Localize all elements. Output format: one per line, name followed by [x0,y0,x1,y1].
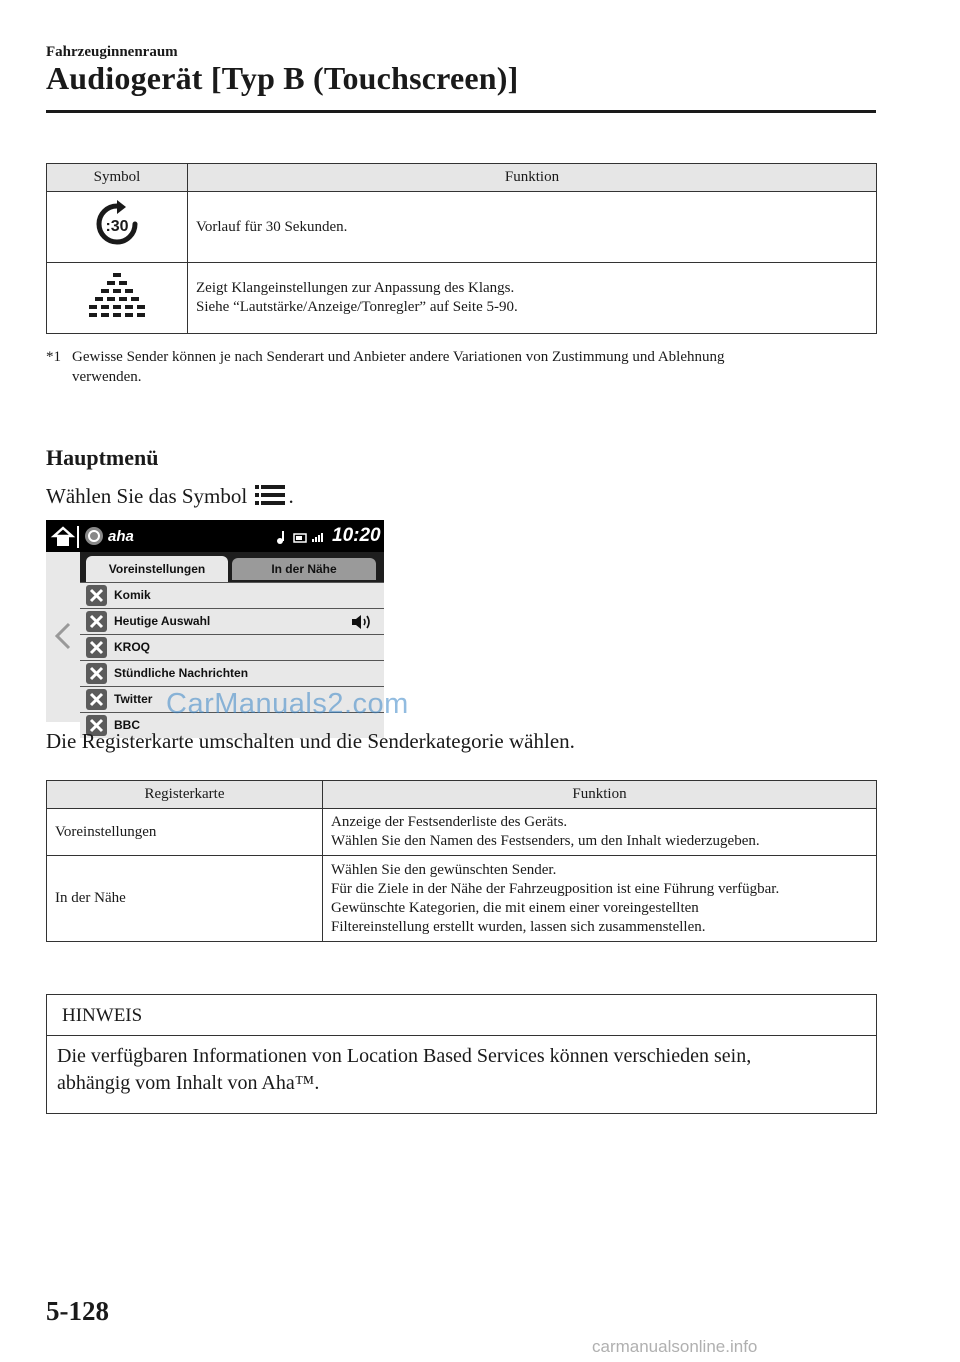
column-header-function: Funktion [188,164,877,192]
tab-name-cell: Voreinstellungen [47,809,323,856]
footnote [46,347,866,387]
note-title: HINWEIS [62,1005,143,1026]
symbol-cell [47,263,188,334]
note-text: Die verfügbaren Informationen von Location Based Services können verschieden sein, abhängig vom Inhalt von Aha™. [57,1045,752,1094]
list-item[interactable] [80,660,384,686]
title-rule [46,110,876,113]
station-label: BBC [114,718,140,732]
footnote-text-continued: verwenden. [72,369,142,385]
footnote-marker: *1 [46,349,61,365]
svg-text::30: :30 [105,218,129,235]
station-icon [86,611,107,632]
clock: 10:20 [332,525,381,546]
table-row [47,856,877,942]
back-button[interactable] [46,552,80,722]
tab-voreinstellungen[interactable]: Voreinstellungen [86,556,228,582]
section-heading: Hauptmenü [46,445,159,470]
list-item[interactable] [80,634,384,660]
function-cell: Wählen Sie den gewünschten Sender. Für die Ziele in der Nähe der Fahrzeugposition ist eine Führung verfügbar. Gewünschte Kategorien, die mit einem einer voreingestellten Filtereinstellung erstellt wurden, lassen sich zusammenstellen. [323,856,877,942]
column-header-symbol: Symbol [47,164,188,192]
status-icons [276,530,326,544]
home-icon[interactable] [52,526,80,548]
note-box [46,994,877,1114]
column-header-function: Funktion [323,781,877,809]
function-cell: Vorlauf für 30 Sekunden. [188,192,877,263]
function-cell: Anzeige der Festsenderliste des Geräts. Wählen Sie den Namen des Festsenders, um den Inhalt wiederzugeben. [323,809,877,856]
skip-forward-30-icon [93,200,141,248]
app-name: aha [108,528,134,545]
station-label: Twitter [114,692,153,706]
tab-table [46,780,877,942]
watermark: CarManuals2.com [166,688,409,720]
page-number: 5-128 [46,1296,109,1326]
aha-logo-icon [84,526,104,546]
tab-name-cell: In der Nähe [47,856,323,942]
station-label: Komik [114,588,151,602]
table-row [47,192,877,263]
footer-site: carmanualsonline.info [592,1337,758,1356]
screenshot-caption: Die Registerkarte umschalten und die Senderkategorie wählen. [46,729,575,753]
table-header-row [47,781,877,809]
station-label: KROQ [114,640,150,654]
station-label: Heutige Auswahl [114,614,211,628]
station-icon [86,689,107,710]
symbol-table [46,163,877,334]
section-label: Fahrzeuginnenraum [46,44,178,60]
menu-list-icon [255,484,285,506]
table-row [47,263,877,334]
station-icon [86,663,107,684]
equalizer-icon [89,271,145,319]
column-header-tab: Registerkarte [47,781,323,809]
station-label: Stündliche Nachrichten [114,666,249,680]
footnote-text: Gewisse Sender können je nach Senderart und Anbieter andere Variationen von Zustimmung und Ablehnung [72,349,725,365]
function-cell: Zeigt Klangeinstellungen zur Anpassung des Klangs. Siehe “Lautstärke/Anzeige/Tonregler” auf Seite 5-90. [188,263,877,334]
station-icon [86,585,107,606]
list-item[interactable] [80,608,384,634]
page-title: Audiogerät [Typ B (Touchscreen)] [46,60,519,96]
note-header [47,995,876,1036]
symbol-cell [47,192,188,263]
table-header-row [47,164,877,192]
list-item[interactable] [80,582,384,608]
chevron-left-icon [54,622,72,650]
speaker-icon [352,614,372,630]
tab-in-der-naehe[interactable]: In der Nähe [232,558,376,580]
table-row [47,809,877,856]
status-bar [46,520,384,552]
instruction-text: Wählen Sie das Symbol . [46,484,294,508]
station-icon [86,637,107,658]
